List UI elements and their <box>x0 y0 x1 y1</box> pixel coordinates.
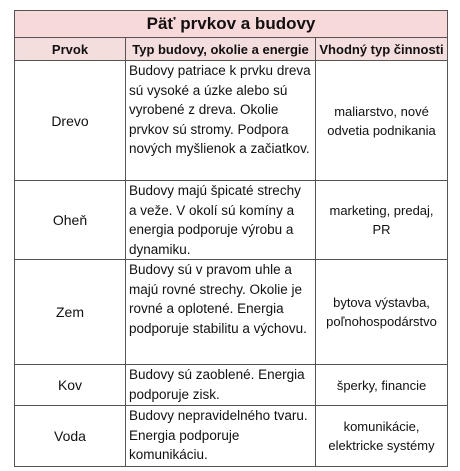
table-title: Päť prvkov a budovy <box>15 11 448 38</box>
title-row <box>15 11 448 38</box>
table-row <box>15 365 448 406</box>
activity-cell: maliarstvo, nové odvetia podnikania <box>316 61 448 181</box>
table-row <box>15 61 448 181</box>
element-cell: Drevo <box>15 61 126 181</box>
table-row <box>15 181 448 260</box>
element-cell: Zem <box>15 260 126 365</box>
element-cell: Voda <box>15 406 126 467</box>
element-cell: Kov <box>15 365 126 406</box>
activity-cell: komunikácie, elektricke systémy <box>316 406 448 467</box>
activity-cell: šperky, financie <box>316 365 448 406</box>
column-header-activity: Vhodný typ činnosti <box>316 38 448 61</box>
column-header-building: Typ budovy, okolie a energie <box>126 38 316 61</box>
description-cell: Budovy patriace k prvku dreva sú vysoké a úzke alebo sú vyrobené z dreva. Okolie prvkov sú stromy. Podpora nových myšlienok a začiatkov. <box>126 61 316 181</box>
activity-cell: marketing, predaj, PR <box>316 181 448 260</box>
description-cell: Budovy majú špicaté strechy a veže. V okolí sú komíny a energia podporuje výrobu a dynamiku. <box>126 181 316 260</box>
element-cell: Oheň <box>15 181 126 260</box>
description-cell: Budovy sú zaoblené. Energia podporuje zisk. <box>126 365 316 406</box>
description-cell: Budovy sú v pravom uhle a majú rovné strechy. Okolie je rovné a oplotené. Energia podporuje stabilitu a výchovu. <box>126 260 316 365</box>
table-row <box>15 260 448 365</box>
table-row <box>15 406 448 467</box>
five-elements-table-frame <box>14 10 447 467</box>
five-elements-table <box>14 10 448 467</box>
column-header-element: Prvok <box>15 38 126 61</box>
activity-cell: bytova výstavba, poľnohospodárstvo <box>316 260 448 365</box>
description-cell: Budovy nepravidelného tvaru. Energia podporuje komunikáciu. <box>126 406 316 467</box>
header-row <box>15 38 448 61</box>
